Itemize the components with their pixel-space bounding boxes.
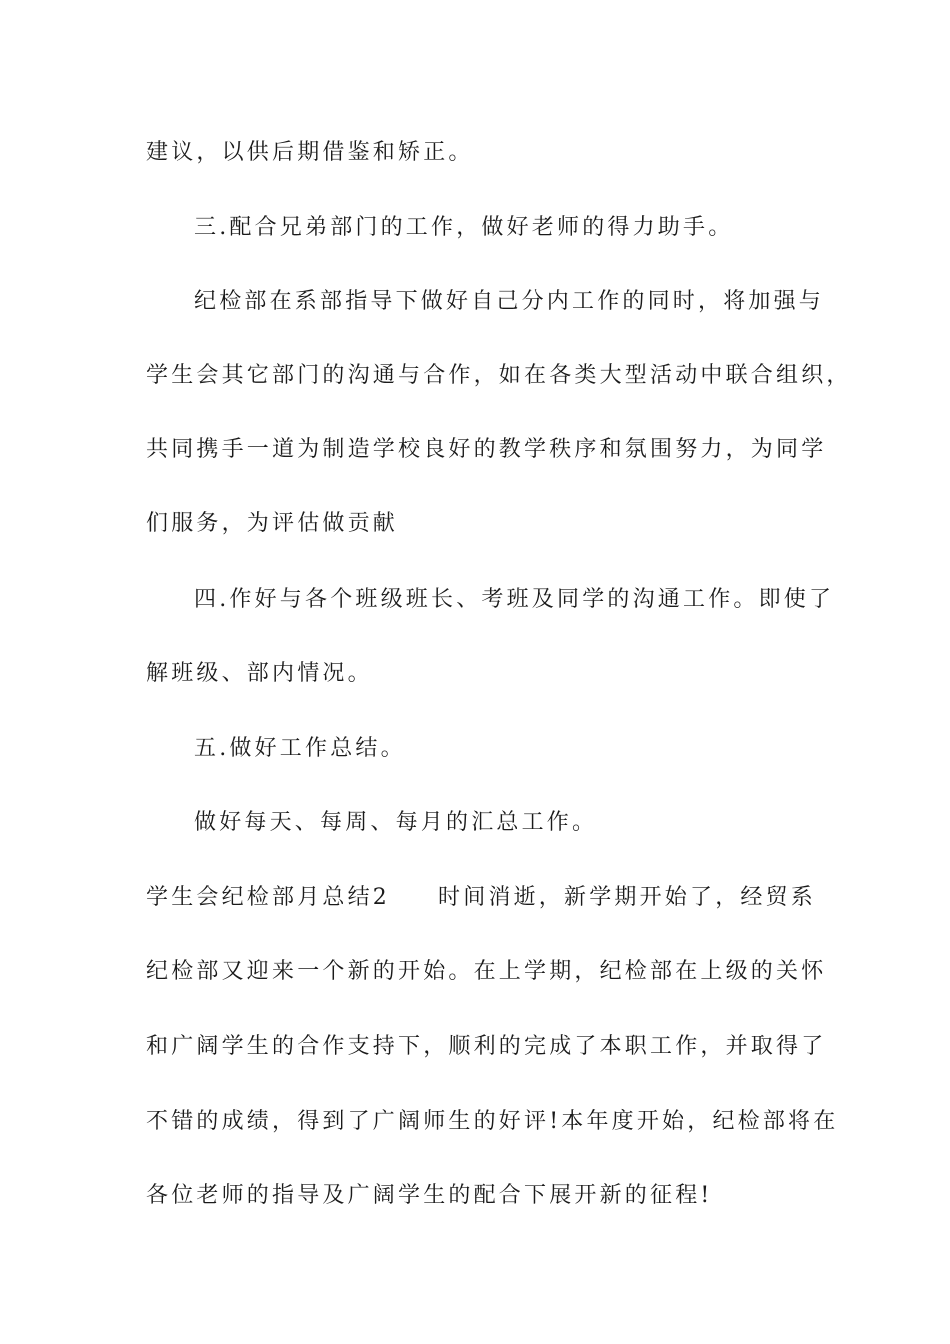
text-line-14: 不错的成绩，得到了广阔师生的好评!本年度开始，纪检部将在 — [146, 1109, 839, 1134]
title-line-continuation: 时间消逝，新学期开始了，经贸系 — [438, 885, 817, 910]
text-line-8: 解班级、部内情况。 — [146, 661, 373, 686]
title-line — [146, 883, 826, 913]
section-title: 学生会纪检部月总结2 — [146, 885, 390, 910]
text-line-3: 纪检部在系部指导下做好自己分内工作的同时，将加强与 — [194, 289, 825, 314]
section-heading-4: 四.作好与各个班级班长、考班及同学的沟通工作。即使了 — [194, 587, 835, 612]
text-line-10: 做好每天、每周、每月的汇总工作。 — [194, 810, 598, 835]
text-line-4: 学生会其它部门的沟通与合作，如在各类大型活动中联合组织， — [146, 363, 852, 388]
text-line-12: 纪检部又迎来一个新的开始。在上学期，纪检部在上级的关怀 — [146, 959, 827, 984]
text-line-15: 各位老师的指导及广阔学生的配合下展开新的征程! — [146, 1183, 713, 1208]
text-line-13: 和广阔学生的合作支持下，顺利的完成了本职工作，并取得了 — [146, 1034, 827, 1059]
section-heading-5: 五.做好工作总结。 — [194, 736, 406, 761]
text-line-1: 建议，以供后期借鉴和矫正。 — [146, 140, 474, 165]
text-line-6: 们服务，为评估做贡献 — [146, 511, 399, 536]
text-line-5: 共同携手一道为制造学校良好的教学秩序和氛围努力，为同学 — [146, 437, 827, 462]
section-heading-3: 三.配合兄弟部门的工作，做好老师的得力助手。 — [194, 215, 734, 240]
